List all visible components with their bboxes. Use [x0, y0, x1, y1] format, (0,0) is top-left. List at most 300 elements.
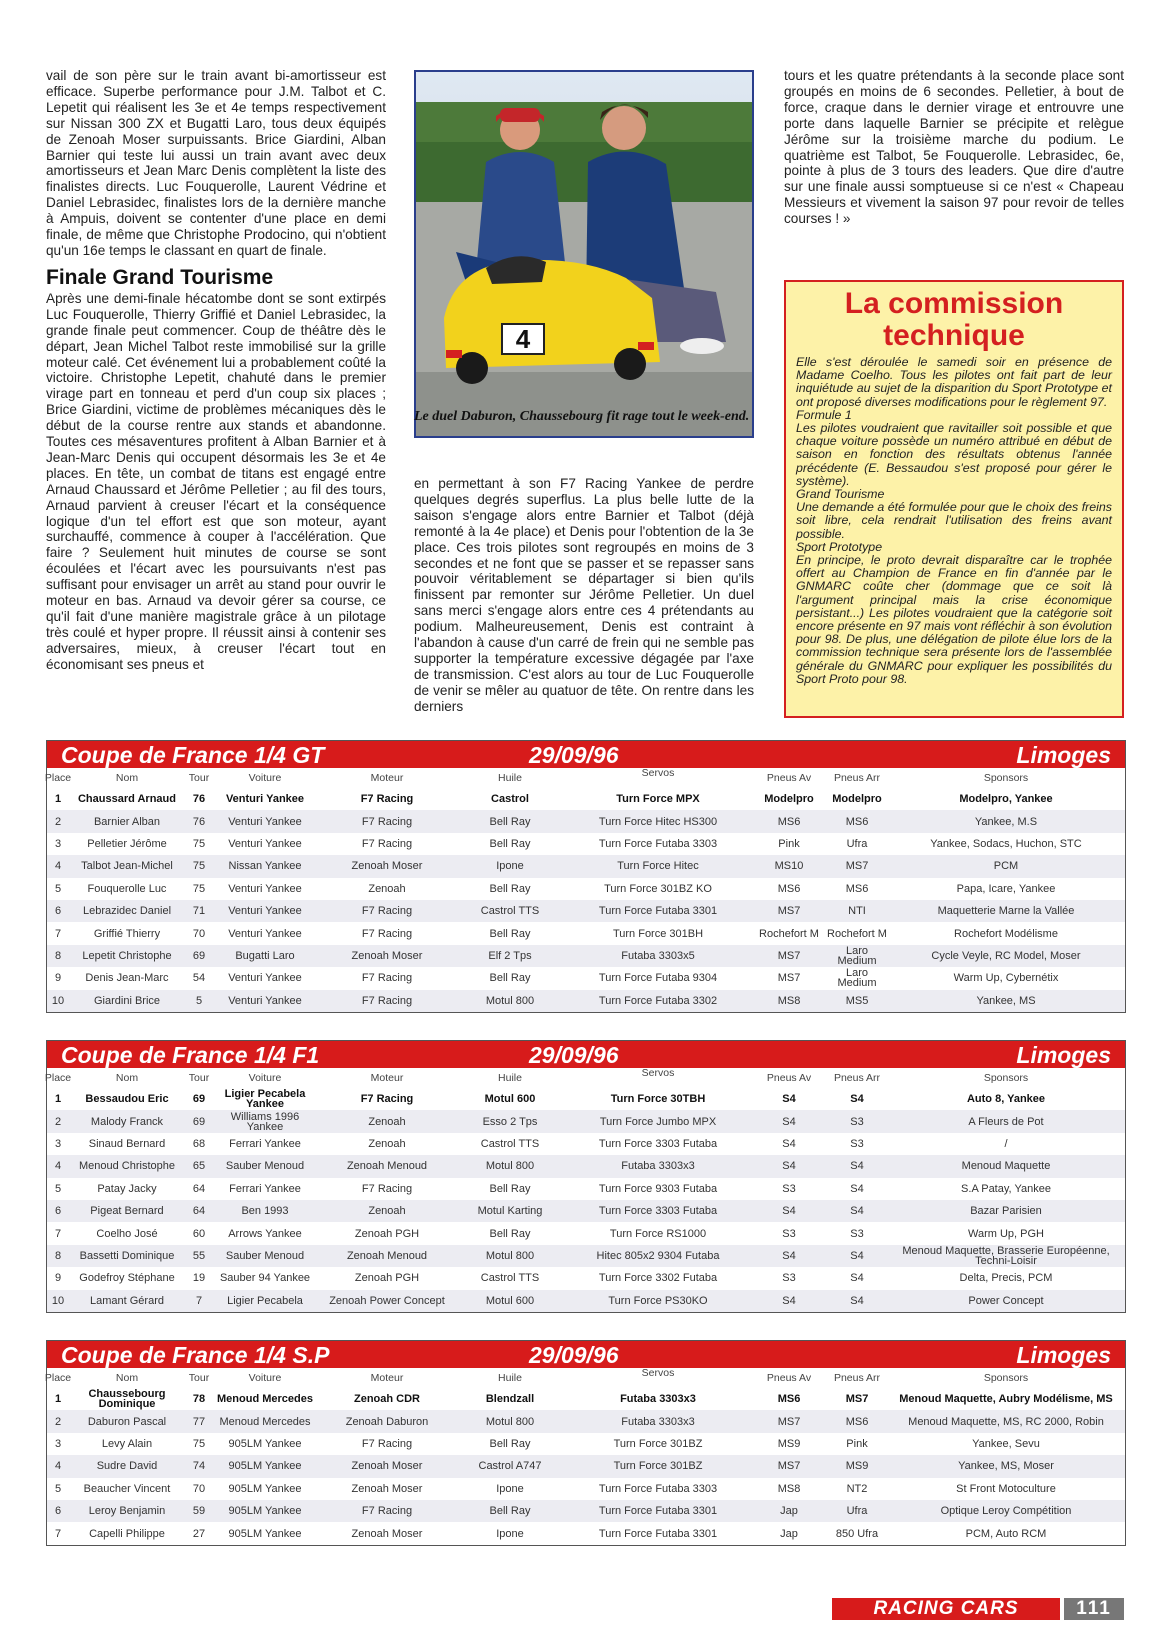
table-date: 29/09/96 [529, 1342, 619, 1368]
results-table-sp [46, 1340, 1126, 1546]
cell-place: 3 [54, 1437, 62, 1450]
cell-sponsors: Yankee, MS [976, 994, 1036, 1007]
cell-huile: Castrol TTS [480, 905, 540, 918]
cell-huile: Bell Ray [489, 1437, 531, 1450]
cell-pneus-av: MS7 [777, 1415, 801, 1428]
article-column-3 [784, 68, 1124, 227]
cell-pneus-av: Pink [778, 837, 800, 850]
column-header-tour: Tour [188, 1072, 210, 1084]
column-header-sponsors: Sponsors [983, 1072, 1029, 1084]
results-table-f1 [46, 1040, 1126, 1313]
column-header-voiture: Voiture [248, 1372, 282, 1384]
cell-tour: 55 [192, 1249, 206, 1262]
cell-place: 5 [54, 1482, 62, 1495]
cell-servos: Hitec 805x2 9304 Futaba [596, 1249, 720, 1262]
cell-voiture: Sauber Menoud [225, 1249, 305, 1262]
cell-place: 9 [54, 1272, 62, 1285]
cell-pneus-arr: NTI [848, 905, 866, 918]
article-paragraph: Après une demi-finale hécatombe dont se sont extirpés Luc Fouquerolle, Thierry Griffié et Daniel Lebrasidec, la grande finale peut commencer. Coup de théâtre dès le départ, Jean Michel Talbot reste immobilisé sur la grille moteur calé. Cet événement lui a probablement coûté la victoire. Christophe Lepetit, chahuté dans le premier virage part en tonneau et perd d'un coup six places ; Brice Giardini, victime de problèmes mécaniques dès le début de la course rentre aux stands et abandonne. Toutes ces mésaventures profitent à Alban Barnier et à Jean-Marc Denis qui occupent désormais les 3e et 4e places. En tête, un combat de titans est engagé entre Arnaud Chaussard et Jérôme Pelletier ; au fil des tours, Arnaud parvient à creuser l'écart et la conséquence logique d'un tel effort est que son moteur, ayant surchauffé, commence à couper à l'accélération. Que faire ? Seulement huit minutes de course se sont écoulées et l'écart avec les poursuivants n'est pas suffisant pour envisager un arrêt au stand pour ouvrir le moteur en bas. Arnaud va devoir gérer sa course, ce qu'il fait d'une manière magistrale grâce à un pilotage très coulé et hyper propre. Il réussit ainsi à contenir ses adversaires, mieux, à creuser l'écart tout en économisant ses pneus et [46, 290, 386, 672]
cell-tour: 70 [192, 1482, 206, 1495]
cell-sponsors: Yankee, M.S [974, 815, 1038, 828]
cell-place: 7 [54, 927, 62, 940]
cell-pneus-arr: S4 [850, 1093, 864, 1106]
cell-nom: Menoud Christophe [78, 1160, 175, 1173]
cell-pneus-av: S3 [782, 1272, 796, 1285]
cell-nom: Chaussard Arnaud [77, 793, 176, 806]
cell-moteur: Zenoah Moser [351, 1527, 423, 1540]
cell-voiture: Ligier Pecabela Yankee [224, 1088, 306, 1111]
column-header-voiture: Voiture [248, 772, 282, 784]
cell-pneus-av: MS6 [777, 815, 801, 828]
cell-nom: Lamant Gérard [90, 1294, 164, 1307]
cell-place: 1 [54, 1393, 62, 1406]
table-row [47, 788, 1125, 810]
cell-tour: 5 [195, 994, 203, 1007]
cell-moteur: Zenoah Moser [351, 860, 423, 873]
cell-place: 7 [54, 1527, 62, 1540]
column-header-place: Place [44, 1072, 72, 1084]
cell-huile: Esso 2 Tps [482, 1115, 538, 1128]
cell-pneus-av: MS7 [777, 1460, 801, 1473]
cell-moteur: Zenoah [368, 1115, 406, 1128]
cell-huile: Castrol TTS [480, 1272, 540, 1285]
cell-huile: Ipone [496, 860, 524, 873]
cell-tour: 69 [192, 1115, 206, 1128]
cell-huile: Castrol A747 [478, 1460, 542, 1473]
column-header-nom: Nom [115, 1072, 139, 1084]
cell-pneus-av: S4 [782, 1093, 796, 1106]
cell-nom: Giardini Brice [93, 994, 161, 1007]
cell-sponsors: Yankee, Sodacs, Huchon, STC [930, 837, 1082, 850]
cell-moteur: Zenoah [368, 882, 406, 895]
cell-voiture: Ferrari Yankee [229, 1137, 301, 1150]
table-row [47, 900, 1125, 922]
box-text [796, 356, 1112, 686]
box-subheading: Formule 1 [796, 407, 852, 422]
cell-tour: 78 [192, 1393, 206, 1406]
cell-voiture: Williams 1996 Yankee [230, 1110, 300, 1133]
cell-pneus-av: MS10 [774, 860, 804, 873]
cell-voiture: 905LM Yankee [228, 1482, 302, 1495]
cell-voiture: Venturi Yankee [228, 905, 302, 918]
cell-place: 2 [54, 1415, 62, 1428]
table-title: Coupe de France 1/4 F1 [61, 1042, 320, 1068]
column-header-pneus-av: Pneus Av [766, 772, 812, 784]
cell-huile: Motul 800 [485, 1160, 535, 1173]
cell-pneus-av: Rochefort M [759, 927, 819, 940]
cell-voiture: Ferrari Yankee [229, 1182, 301, 1195]
cell-huile: Motul 800 [485, 1249, 535, 1262]
cell-place: 6 [54, 1505, 62, 1518]
cell-place: 1 [54, 1093, 62, 1106]
table-row [47, 1478, 1125, 1500]
cell-moteur: Zenoah Moser [351, 1482, 423, 1495]
cell-tour: 77 [192, 1415, 206, 1428]
cell-voiture: 905LM Yankee [228, 1437, 302, 1450]
cell-sponsors: Menoud Maquette, Brasserie Européenne, Techni-Loisir [902, 1244, 1110, 1267]
car-number: 4 [515, 324, 531, 354]
cell-pneus-arr: MS6 [845, 815, 869, 828]
cell-nom: Chaussebourg Dominique [88, 1388, 166, 1411]
cell-servos: Turn Force PS30KO [608, 1294, 708, 1307]
table-row [47, 1522, 1125, 1544]
cell-servos: Turn Force Futaba 9304 [598, 972, 718, 985]
cell-nom: Barnier Alban [93, 815, 161, 828]
cell-pneus-arr: MS6 [845, 1415, 869, 1428]
cell-pneus-arr: Modelpro [832, 793, 882, 806]
cell-nom: Capelli Philippe [89, 1527, 165, 1540]
table-row [47, 1388, 1125, 1410]
cell-pneus-arr: S4 [850, 1205, 864, 1218]
table-row [47, 833, 1125, 855]
table-row [47, 990, 1125, 1012]
column-header-pneus-arr: Pneus Arr [833, 1072, 881, 1084]
cell-place: 10 [51, 1294, 65, 1307]
cell-servos: Turn Force Hitec HS300 [598, 815, 718, 828]
column-header-pneus-av: Pneus Av [766, 1372, 812, 1384]
cell-voiture: Venturi Yankee [228, 927, 302, 940]
box-subheading: Sport Prototype [796, 539, 883, 554]
cell-sponsors: Delta, Precis, PCM [959, 1272, 1053, 1285]
section-heading: Finale Grand Tourisme [46, 265, 274, 289]
cell-moteur: Zenoah CDR [354, 1393, 420, 1406]
cell-tour: 74 [192, 1460, 206, 1473]
table-title: Coupe de France 1/4 GT [61, 742, 325, 768]
cell-pneus-av: MS6 [777, 882, 801, 895]
cell-moteur: Zenoah [368, 1205, 406, 1218]
box-paragraph: Elle s'est déroulée le samedi soir en présence de Madame Coelho. Tous les pilotes ont fait part de leur inquiétude au sujet de la disparition du Sport Prototype et ont proposé diverses modifications pour le règlement 97. [796, 355, 1112, 409]
cell-pneus-av: S4 [782, 1205, 796, 1218]
cell-pneus-av: S4 [782, 1294, 796, 1307]
cell-nom: Patay Jacky [97, 1182, 157, 1195]
table-row [47, 945, 1125, 967]
cell-nom: Coelho José [96, 1227, 158, 1240]
cell-nom: Lepetit Christophe [82, 949, 172, 962]
cell-nom: Talbot Jean-Michel [81, 860, 173, 873]
column-header-pneus-av: Pneus Av [766, 1072, 812, 1084]
race-photo [414, 70, 754, 438]
cell-pneus-arr: MS7 [845, 860, 869, 873]
cell-nom: Malody Franck [90, 1115, 164, 1128]
cell-pneus-av: S4 [782, 1160, 796, 1173]
cell-pneus-av: MS8 [777, 1482, 801, 1495]
cell-tour: 75 [192, 837, 206, 850]
cell-servos: Futaba 3303x3 [620, 1393, 696, 1406]
page-footer [832, 1598, 1124, 1620]
cell-pneus-arr: S4 [850, 1294, 864, 1307]
cell-sponsors: Maquetterie Marne la Vallée [937, 905, 1075, 918]
cell-nom: Sinaud Bernard [88, 1137, 166, 1150]
cell-voiture: Nissan Yankee [228, 860, 302, 873]
column-header-servos: Servos [641, 1067, 675, 1079]
cell-place: 4 [54, 860, 62, 873]
cell-huile: Elf 2 Tps [488, 949, 532, 962]
cell-huile: Castrol TTS [480, 1137, 540, 1150]
column-header-voiture: Voiture [248, 1072, 282, 1084]
cell-huile: Bell Ray [489, 1505, 531, 1518]
cell-moteur: Zenoah Menoud [346, 1160, 428, 1173]
cell-servos: Turn Force 3302 Futaba [598, 1272, 718, 1285]
cell-moteur: F7 Racing [361, 837, 413, 850]
cell-pneus-arr: S4 [850, 1249, 864, 1262]
cell-nom: Fouquerolle Luc [87, 882, 167, 895]
cell-nom: Bassetti Dominique [79, 1249, 175, 1262]
cell-moteur: F7 Racing [361, 972, 413, 985]
cell-voiture: Venturi Yankee [228, 994, 302, 1007]
photo-caption: Le duel Daburon, Chaussebourg fit rage tout le week-end. [414, 409, 750, 424]
cell-servos: Turn Force 301BZ KO [604, 882, 712, 895]
cell-sponsors: Papa, Icare, Yankee [956, 882, 1056, 895]
cell-servos: Futaba 3303x3 [621, 1160, 695, 1173]
cell-voiture: 905LM Yankee [228, 1527, 302, 1540]
table-row [47, 1178, 1125, 1200]
cell-tour: 19 [192, 1272, 206, 1285]
cell-tour: 64 [192, 1205, 206, 1218]
column-header-pneus-arr: Pneus Arr [833, 1372, 881, 1384]
cell-voiture: Venturi Yankee [228, 815, 302, 828]
cell-nom: Griffié Thierry [93, 927, 161, 940]
cell-sponsors: Menoud Maquette, MS, RC 2000, Robin [908, 1415, 1104, 1428]
cell-sponsors: Auto 8, Yankee [966, 1093, 1046, 1106]
cell-nom: Leroy Benjamin [88, 1505, 166, 1518]
column-header-place: Place [44, 1372, 72, 1384]
table-row [47, 810, 1125, 832]
cell-voiture: Ligier Pecabela [227, 1294, 303, 1307]
cell-place: 2 [54, 1115, 62, 1128]
cell-pneus-arr: MS9 [845, 1460, 869, 1473]
cell-tour: 54 [192, 972, 206, 985]
cell-moteur: F7 Racing [361, 994, 413, 1007]
column-header-moteur: Moteur [370, 772, 404, 784]
cell-tour: 69 [192, 1093, 206, 1106]
column-header-huile: Huile [498, 1372, 522, 1384]
cell-servos: Turn Force 3303 Futaba [598, 1137, 718, 1150]
cell-pneus-av: MS7 [777, 905, 801, 918]
table-city: Limoges [1016, 1342, 1111, 1368]
cell-tour: 27 [192, 1527, 206, 1540]
cell-huile: Bell Ray [489, 882, 531, 895]
cell-tour: 71 [192, 905, 206, 918]
cell-huile: Bell Ray [489, 837, 531, 850]
table-row [47, 967, 1125, 989]
table-header-bar [47, 1041, 1125, 1068]
table-row [47, 1455, 1125, 1477]
cell-huile: Ipone [496, 1482, 524, 1495]
cell-sponsors: PCM, Auto RCM [965, 1527, 1047, 1540]
cell-sponsors: Optique Leroy Compétition [940, 1505, 1072, 1518]
cell-nom: Sudre David [96, 1460, 158, 1473]
cell-servos: Futaba 3303x3 [621, 1415, 695, 1428]
cell-moteur: F7 Racing [361, 905, 413, 918]
cell-sponsors: Bazar Parisien [970, 1205, 1042, 1218]
cell-huile: Motul 800 [485, 1415, 535, 1428]
cell-pneus-av: Modelpro [764, 793, 814, 806]
cell-pneus-av: S4 [782, 1115, 796, 1128]
table-row [47, 1222, 1125, 1244]
table-row [47, 1500, 1125, 1522]
cell-place: 2 [54, 815, 62, 828]
article-paragraph: tours et les quatre prétendants à la seconde place sont groupés en moins de 6 secondes. Pelletier, à bout de force, craque dans le dernier virage et entrouvre une porte dans laquelle Barnier se précipite et relègue Jérôme sur la troisième marche du podium. Le quatrième est Talbot, 5e Fouquerolle. Lebrasidec, 6e, pointe à plus de 3 tours des leaders. Que dire d'autre sur une finale aussi somptueuse si ce n'est « Chapeau Messieurs et vivement la saison 97 pour revoir de telles courses ! » [784, 68, 1124, 227]
column-header-moteur: Moteur [370, 1372, 404, 1384]
column-header-pneus-arr: Pneus Arr [833, 772, 881, 784]
cell-moteur: F7 Racing [360, 793, 414, 806]
cell-pneus-arr: NT2 [846, 1482, 868, 1495]
cell-sponsors: Menoud Maquette, Aubry Modélisme, MS [899, 1393, 1113, 1406]
cell-servos: Turn Force Futaba 3303 [598, 837, 718, 850]
cell-moteur: Zenoah PGH [354, 1227, 420, 1240]
table-row [47, 1267, 1125, 1289]
cell-pneus-arr: S4 [850, 1182, 864, 1195]
cell-pneus-av: MS7 [777, 949, 801, 962]
cell-sponsors: Power Concept [968, 1294, 1044, 1307]
cell-voiture: 905LM Yankee [228, 1460, 302, 1473]
cell-servos: Turn Force RS1000 [609, 1227, 707, 1240]
article-column-2 [414, 476, 754, 715]
box-subheading: Grand Tourisme [796, 487, 885, 502]
table-row [47, 1155, 1125, 1177]
table-row [47, 1433, 1125, 1455]
column-header-row [44, 767, 1125, 788]
cell-pneus-av: MS8 [777, 994, 801, 1007]
cell-sponsors: PCM [993, 860, 1019, 873]
cell-servos: Turn Force 301BZ [613, 1460, 703, 1473]
box-paragraph: Une demande a été formulée pour que le choix des freins soit libre, cela rendrait l'utilisation des freins avant possible. [796, 500, 1112, 541]
cell-moteur: F7 Racing [361, 815, 413, 828]
cell-moteur: Zenoah [368, 1137, 406, 1150]
cell-huile: Ipone [496, 1527, 524, 1540]
cell-place: 1 [54, 793, 62, 806]
cell-moteur: F7 Racing [360, 1093, 414, 1106]
cell-servos: Turn Force Futaba 3301 [598, 905, 718, 918]
column-header-moteur: Moteur [370, 1072, 404, 1084]
cell-huile: Blendzall [485, 1393, 535, 1406]
table-row [47, 1200, 1125, 1222]
cell-huile: Bell Ray [489, 1182, 531, 1195]
cell-nom: Godefroy Stéphane [79, 1272, 175, 1285]
cell-moteur: F7 Racing [361, 1182, 413, 1195]
cell-moteur: Zenoah Moser [351, 949, 423, 962]
cell-sponsors: Warm Up, PGH [968, 1227, 1044, 1240]
cell-pneus-av: Jap [780, 1505, 798, 1518]
cell-sponsors: Warm Up, Cybernétix [953, 972, 1059, 985]
cell-pneus-arr: Rochefort M [827, 927, 887, 940]
cell-nom: Beaucher Vincent [83, 1482, 171, 1495]
cell-sponsors: Menoud Maquette [961, 1160, 1051, 1173]
box-paragraph: Les pilotes voudraient que ravitailler soit possible et que chaque voiture possède un numéro attribué en début de saison en fonction des résultats obtenus l'année précédente (E. Bessaudou s'est proposé pour gérer le système). [796, 421, 1112, 488]
cell-sponsors: Cycle Veyle, RC Model, Moser [931, 949, 1081, 962]
cell-huile: Bell Ray [489, 1227, 531, 1240]
column-header-nom: Nom [115, 1372, 139, 1384]
cell-place: 7 [54, 1227, 62, 1240]
cell-voiture: Venturi Yankee [228, 837, 302, 850]
cell-pneus-av: S3 [782, 1182, 796, 1195]
cell-voiture: 905LM Yankee [228, 1505, 302, 1518]
column-header-tour: Tour [188, 1372, 210, 1384]
table-city: Limoges [1016, 1042, 1111, 1068]
table-row [47, 1133, 1125, 1155]
cell-nom: Bessaudou Eric [85, 1093, 169, 1106]
cell-nom: Lebrazidec Daniel [82, 905, 172, 918]
cell-pneus-arr: S4 [850, 1272, 864, 1285]
cell-tour: 65 [192, 1160, 206, 1173]
cell-voiture: Menoud Mercedes [217, 1393, 313, 1406]
cell-servos: Turn Force Hitec [617, 860, 699, 873]
cell-sponsors: Yankee, MS, Moser [958, 1460, 1054, 1473]
cell-place: 3 [54, 837, 62, 850]
cell-servos: Turn Force 9303 Futaba [598, 1182, 718, 1195]
table-header-bar [47, 741, 1125, 768]
cell-voiture: Sauber Menoud [225, 1160, 305, 1173]
cell-pneus-av: S4 [782, 1249, 796, 1262]
cell-pneus-arr: MS5 [845, 994, 869, 1007]
cell-pneus-arr: Ufra [846, 1505, 868, 1518]
cell-place: 6 [54, 1205, 62, 1218]
cell-moteur: F7 Racing [361, 1437, 413, 1450]
cell-moteur: Zenoah Moser [351, 1460, 423, 1473]
cell-nom: Pigeat Bernard [90, 1205, 164, 1218]
cell-nom: Daburon Pascal [87, 1415, 167, 1428]
cell-tour: 59 [192, 1505, 206, 1518]
cell-pneus-av: Jap [780, 1527, 798, 1540]
cell-voiture: Bugatti Laro [235, 949, 295, 962]
cell-pneus-av: S3 [782, 1227, 796, 1240]
cell-servos: Turn Force Futaba 3301 [598, 1527, 718, 1540]
cell-servos: Turn Force 3303 Futaba [598, 1205, 718, 1218]
cell-pneus-arr: Laro Medium [837, 967, 877, 990]
cell-sponsors: Modelpro, Yankee [959, 793, 1053, 806]
cell-servos: Turn Force 301BH [612, 927, 704, 940]
table-row [47, 922, 1125, 944]
cell-pneus-arr: MS7 [845, 1393, 869, 1406]
cell-place: 6 [54, 905, 62, 918]
cell-pneus-av: MS6 [777, 1393, 801, 1406]
page-number: 111 [1064, 1598, 1124, 1620]
table-row [47, 1290, 1125, 1312]
table-row [47, 855, 1125, 877]
column-header-row [44, 1367, 1125, 1388]
cell-voiture: Venturi Yankee [225, 793, 305, 806]
cell-pneus-av: MS9 [777, 1437, 801, 1450]
cell-voiture: Sauber 94 Yankee [219, 1272, 311, 1285]
table-header-bar [47, 1341, 1125, 1368]
table-row [47, 1110, 1125, 1132]
cell-servos: Turn Force 301BZ [613, 1437, 703, 1450]
table-row [47, 1410, 1125, 1432]
cell-pneus-av: MS7 [777, 972, 801, 985]
cell-tour: 76 [192, 793, 206, 806]
cell-pneus-arr: S4 [850, 1160, 864, 1173]
cell-moteur: Zenoah Power Concept [329, 1294, 445, 1307]
cell-pneus-arr: S3 [850, 1115, 864, 1128]
cell-pneus-arr: Laro Medium [837, 944, 877, 967]
results-table-gt [46, 740, 1126, 1013]
magazine-name: RACING CARS [832, 1598, 1060, 1620]
cell-voiture: Arrows Yankee [228, 1227, 302, 1240]
cell-sponsors: Yankee, Sevu [972, 1437, 1040, 1450]
column-header-sponsors: Sponsors [983, 1372, 1029, 1384]
cell-pneus-arr: 850 Ufra [835, 1527, 879, 1540]
cell-huile: Motul 600 [484, 1093, 536, 1106]
cell-voiture: Menoud Mercedes [219, 1415, 311, 1428]
article-paragraph: vail de son père sur le train avant bi-amortisseur est efficace. Superbe performance pour J.M. Talbot et C. Lepetit qui réalisent les 3e et 4e temps respectivement sur Nissan 300 ZX et Bugatti Laro, tous deux équipés de Zenoah Moser surpuissants. Brice Giardini, Alban Barnier qui teste lui aussi un train avant avec deux amortisseurs et Jean Marc Denis complètent la liste des finalistes directs. Luc Fouquerolle, Laurent Védrine et Daniel Lebrasidec, finalistes lors de la dernière manche à Ampuis, doivent se contenter d'une place en demi finale, de même que Christophe Prodocino, qui n'obtient qu'un 16e temps le classant en quart de finale. [46, 68, 386, 258]
cell-voiture: Ben 1993 [241, 1205, 289, 1218]
box-title: La commission technique [844, 287, 1064, 352]
cell-tour: 76 [192, 815, 206, 828]
table-date: 29/09/96 [529, 742, 619, 768]
cell-place: 8 [54, 1249, 62, 1262]
cell-tour: 7 [195, 1294, 203, 1307]
cell-servos: Turn Force Futaba 3303 [598, 1482, 718, 1495]
